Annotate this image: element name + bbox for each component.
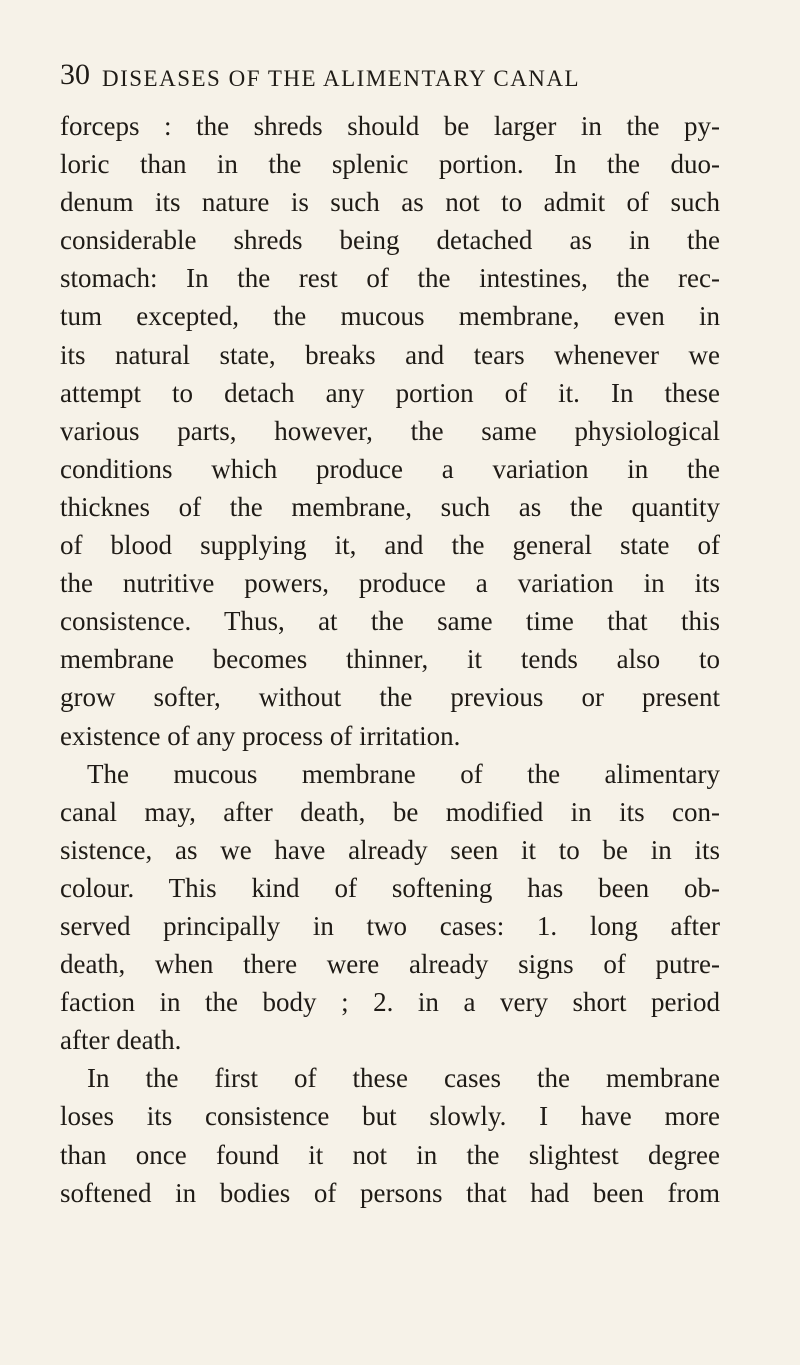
text-line: than once found it not in the slightest degree [60, 1139, 720, 1170]
text-line: membrane becomes thinner, it tends also to [60, 644, 720, 675]
text-line: various parts, however, the same physiological [60, 415, 720, 446]
page-number: 30 [60, 58, 90, 91]
text-line: forceps : the shreds should be larger in the py- [60, 111, 720, 141]
text-line: faction in the body ; 2. in a very short period [60, 987, 720, 1018]
text-line: after death. [60, 1025, 182, 1056]
text-line: loric than in the splenic portion. In the duo- [60, 149, 720, 180]
text-line: sistence, as we have already seen it to be in its [60, 834, 720, 865]
text-line: In the first of these cases the membrane [87, 1063, 720, 1094]
body-text [60, 107, 720, 1212]
text-line: the nutritive powers, produce a variation in its [60, 568, 720, 599]
text-line: its natural state, breaks and tears whenever we [60, 339, 720, 370]
text-line: existence of any process of irritation. [60, 720, 461, 751]
text-line: consistence. Thus, at the same time that this [60, 606, 720, 637]
page-header [60, 58, 700, 98]
text-line: colour. This kind of softening has been ob- [60, 872, 720, 903]
text-line: canal may, after death, be modified in its con- [60, 796, 720, 827]
text-line: served principally in two cases: 1. long after [60, 910, 720, 941]
text-line: considerable shreds being detached as in the [60, 225, 720, 256]
text-line: of blood supplying it, and the general state of [60, 530, 720, 561]
text-line: conditions which produce a variation in the [60, 453, 720, 484]
text-line: attempt to detach any portion of it. In these [60, 377, 720, 408]
text-line: softened in bodies of persons that had been from [60, 1177, 720, 1208]
text-line: tum excepted, the mucous membrane, even in [60, 301, 720, 332]
text-line: thicknes of the membrane, such as the quantity [60, 491, 720, 522]
text-line: stomach: In the rest of the intestines, the rec- [60, 263, 720, 294]
text-line: denum its nature is such as not to admit of such [60, 187, 720, 218]
text-line: grow softer, without the previous or present [60, 682, 720, 713]
text-line: loses its consistence but slowly. I have more [60, 1101, 720, 1132]
text-line: The mucous membrane of the alimentary [87, 758, 720, 789]
running-head: DISEASES OF THE ALIMENTARY CANAL [102, 66, 581, 91]
text-line: death, when there were already signs of putre- [60, 949, 720, 980]
